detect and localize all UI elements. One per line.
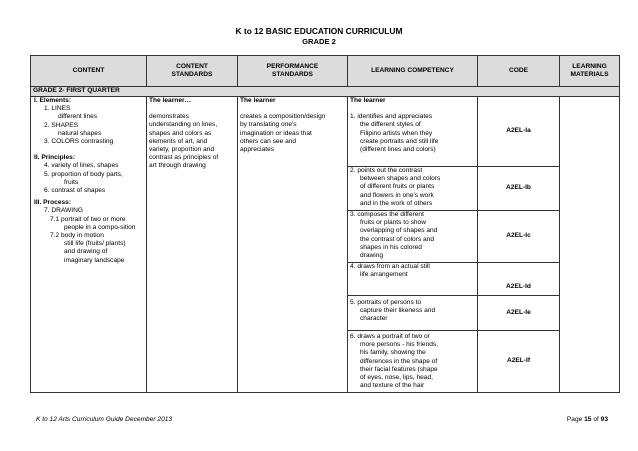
code-cell: A2EL-Ia — [478, 97, 560, 167]
competency-cell: The learner 1. identifies and appreciates the different styles of Filipino artists when they create portraits and still life (different lines and colors) — [348, 97, 478, 167]
table-row — [31, 97, 620, 167]
header-learning-competency: LEARNING COMPETENCY — [348, 56, 478, 87]
code-cell: A2EL-Ib — [478, 167, 560, 211]
competency-cell: 5. portraits of persons to capture their likeness and character — [348, 296, 478, 331]
footer-guide-title: K to 12 Arts Curriculum Guide December 2013 — [36, 416, 173, 423]
code-cell: A2EL-Id — [478, 263, 560, 296]
document-title: K to 12 BASIC EDUCATION CURRICULUM — [235, 26, 403, 36]
materials-cell — [560, 97, 620, 393]
code-cell: A2EL-Ie — [478, 296, 560, 331]
header-row — [31, 56, 620, 87]
grade-subtitle: GRADE 2 — [302, 37, 336, 46]
performance-standards-cell: The learner creates a composition/design by translating one's imagination or ideas that others can see and appreciates — [238, 97, 348, 393]
header-content: CONTENT — [31, 56, 147, 87]
header-performance-standards: PERFORMANCE STANDARDS — [238, 56, 348, 87]
content-standards-cell: The learner… demonstrates understanding on lines, shapes and colors as elements of art, and variety, proportion and contrast as principles of art through drawing — [147, 97, 238, 393]
quarter-row — [31, 87, 620, 97]
header-content-standards: CONTENT STANDARDS — [147, 56, 238, 87]
footer-page-number: Page 15 of 93 — [566, 416, 608, 423]
quarter-label: GRADE 2- FIRST QUARTER — [31, 87, 620, 97]
competency-cell: 3. composes the different fruits or plants to show overlapping of shapes and the contrast of colors and shapes in his colored drawing — [348, 211, 478, 263]
code-cell: A2EL-Ic — [478, 211, 560, 263]
content-cell: I. Elements: 1. LINES different lines 2. SHAPES natural shapes 3. COLORS contrasting II. Principles: 4. variety of lines, shapes 5. proportion of body parts, fruits 6. contrast of shapes III. Process: 7. DRAWING 7.1 portrait of two or more people in a compo-sition 7.2 body in motion still life (fruits/ plants) and drawing of imaginary landscape — [31, 97, 147, 393]
competency-cell: 4. draws from an actual still life arrangement — [348, 263, 478, 296]
code-cell: A2EL-If — [478, 331, 560, 393]
competency-cell: 2. points out the contrast between shapes and colors of different fruits or plants and flowers in one's work and in the work of others — [348, 167, 478, 211]
header-code: CODE — [478, 56, 560, 87]
curriculum-table — [30, 55, 620, 393]
competency-cell: 6. draws a portrait of two or more persons - his friends, his family, showing the differences in the shape of their facial features (shape of eyes, nose, lips, head, and texture of the hair — [348, 331, 478, 393]
header-learning-materials: LEARNING MATERIALS — [560, 56, 620, 87]
